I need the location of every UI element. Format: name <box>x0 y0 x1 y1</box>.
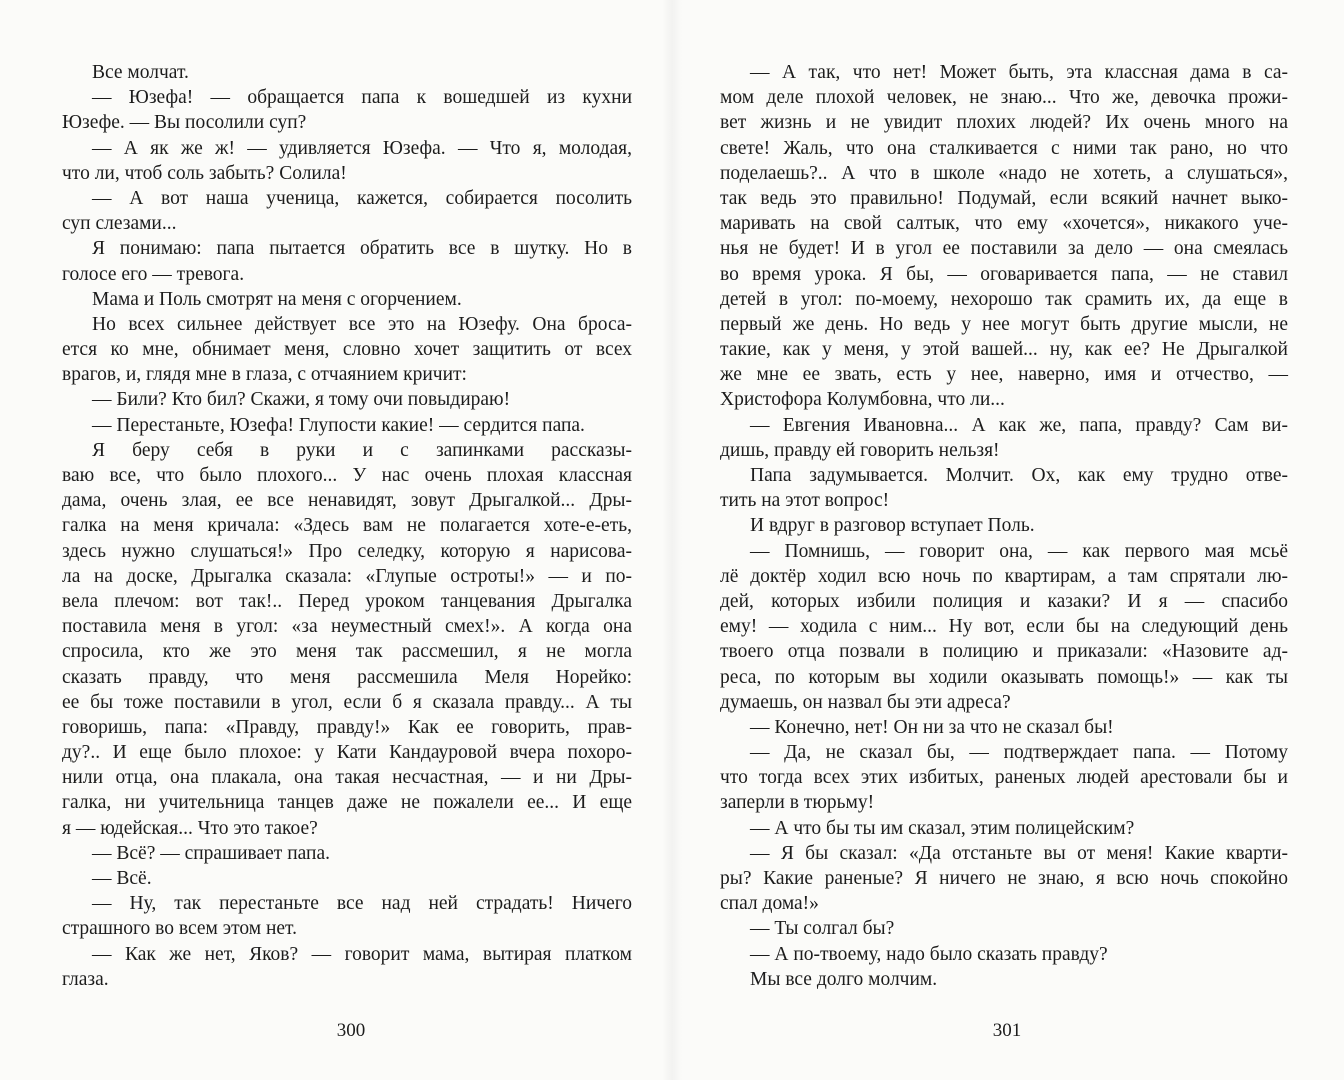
text-line: же мне ее звать, есть у нее, наверно, имя и отчество, — <box>720 364 1288 386</box>
text-line: ду?.. И еще было плохое: у Кати Кандауровой вчера похоро- <box>62 742 632 764</box>
text-line: — А як же ж! — удивляется Юзефа. — Что я, молодая, <box>92 137 632 159</box>
text-line: И вдруг в разговор вступает Поль. <box>750 515 1035 537</box>
text-line: дама, очень злая, ее все ненавидят, зовут Дрыгалкой... Дры- <box>62 490 632 512</box>
text-line: — Евгения Ивановна... А как же, папа, правду? Сам ви- <box>750 414 1288 436</box>
text-line: ваю все, что было плохого... У нас очень плохая классная <box>62 465 632 486</box>
text-line: — Юзефа! — обращается папа к вошедшей из кухни <box>92 87 632 109</box>
text-line: галка на меня кричала: «Здесь вам не полагается хоте-е-еть, <box>62 515 632 537</box>
text-line: реса, по которым вы ходили оказывать помощь!» — как ты <box>720 666 1288 688</box>
text-line: — Ты солгал бы? <box>750 918 895 940</box>
page-number: 301 <box>992 1020 1022 1041</box>
text-line: глаза. <box>62 968 109 990</box>
text-line: суп слезами... <box>62 213 177 235</box>
text-line: нья не будет! И в угол ее поставили за дело — она смеялась <box>720 238 1288 260</box>
text-line: мом деле плохой человек, не знаю... Что же, девочка прожи- <box>720 87 1288 109</box>
text-line: Я понимаю: папа пытается обратить все в шутку. Но в <box>92 238 632 260</box>
text-line: что ли, чтоб соль забыть? Солила! <box>62 162 347 184</box>
text-line: такие, как у меня, у этой вашей... ну, как ее? Не Дрыгалкой <box>720 339 1288 361</box>
text-line: говоришь, папа: «Правду, правду!» Как ее говорить, прав- <box>62 716 632 738</box>
text-line: так ведь это правильно! Подумай, если всякий начнет выко- <box>720 187 1288 209</box>
text-line: — А вот наша ученица, кажется, собирается посолить <box>92 187 632 209</box>
text-line: лё доктёр ходил всю ночь по квартирам, а там спрятали лю- <box>720 565 1288 587</box>
text-line: Но всех сильнее действует все это на Юзефу. Она броса- <box>92 313 632 335</box>
text-line: маривать на свой салтык, что ему «хочется», никакого уче- <box>720 213 1288 235</box>
text-line: дишь, правду ей говорить нельзя! <box>720 439 1000 461</box>
text-line: спросила, кто же это меня так рассмешил, я не могла <box>62 641 632 663</box>
text-line: — Я бы сказал: «Да отстаньте вы от меня! Какие кварти- <box>750 842 1288 864</box>
text-line: Мы все долго молчим. <box>750 968 938 990</box>
text-line: Христофора Колумбовна, что ли... <box>720 389 1005 411</box>
text-line: что тогда всех этих избитых, раненых людей арестовали бы и <box>720 767 1288 789</box>
text-line: — А что бы ты им сказал, этим полицейским? <box>750 817 1135 839</box>
text-line: Все молчат. <box>92 62 189 83</box>
text-line: здесь нужно слушаться!» Про селедку, которую я нарисова- <box>62 540 632 562</box>
text-line: — Ну, так перестаньте все над ней страдать! Ничего <box>92 893 632 915</box>
text-line: Мама и Поль смотрят на меня с огорчением. <box>92 288 462 310</box>
text-line: первый же день. Но ведь у нее могут быть другие мысли, не <box>720 313 1288 335</box>
text-line: — Били? Кто бил? Скажи, я тому очи повыдираю! <box>92 389 511 411</box>
text-line: Я беру себя в руки и с запинками рассказы- <box>92 439 632 461</box>
text-line: — Всё? — спрашивает папа. <box>92 842 330 864</box>
text-line: — Всё. <box>92 868 152 889</box>
text-line: ла на доске, Дрыгалка сказала: «Глупые остроты!» — и по- <box>62 565 632 587</box>
text-line: — Конечно, нет! Он ни за что не сказал бы! <box>750 716 1114 738</box>
text-line: — Как же нет, Яков? — говорит мама, вытирая платком <box>92 943 632 965</box>
text-line: я — юдейская... Что это такое? <box>62 817 318 839</box>
text-line: заперли в тюрьму! <box>720 792 875 814</box>
text-line: во время урока. Я бы, — оговаривается папа, — не ставил <box>720 263 1288 285</box>
text-line: галка, ни учительница танцев даже не пожалели ее... И еще <box>62 792 632 814</box>
text-line: — А так, что нет! Может быть, эта классная дама в са- <box>750 62 1288 83</box>
text-line: ется ко мне, обнимает меня, словно хочет защитить от всех <box>62 339 632 361</box>
right-page-text <box>720 60 1288 992</box>
page-number: 300 <box>336 1020 366 1041</box>
text-line: твоего отца позвали в полицию и приказали: «Назовите ад- <box>720 641 1288 663</box>
text-line: дей, которых избили полиция и казаки? И я — спасибо <box>720 590 1288 612</box>
text-line: тить на этот вопрос! <box>720 490 890 512</box>
text-line: сказать правду, что меня рассмешила Меля Норейко: <box>62 666 632 688</box>
text-line: страшного во всем этом нет. <box>62 918 297 940</box>
text-line: думаешь, он назвал бы эти адреса? <box>720 691 1011 713</box>
text-line: — А по-твоему, надо было сказать правду? <box>750 943 1108 965</box>
text-line: ее бы тоже поставили в угол, если б я сказала правду... А ты <box>62 691 632 713</box>
text-line: врагов, и, глядя мне в глаза, с отчаянием кричит: <box>62 364 467 386</box>
text-line: ры? Какие раненые? Я ничего не знаю, я всю ночь спокойно <box>720 868 1288 889</box>
text-line: голосе его — тревога. <box>62 263 245 285</box>
text-line: поделаешь?.. А что в школе «надо не хотеть, а слушаться», <box>720 162 1288 184</box>
left-page-text <box>62 60 632 992</box>
text-line: вет жизнь и не увидит плохих людей? Их очень много на <box>720 112 1288 134</box>
text-line: поставила меня в угол: «за неуместный смех!». А когда она <box>62 616 632 638</box>
text-line: — Помнишь, — говорит она, — как первого мая мсьё <box>750 540 1288 562</box>
text-line: нили отца, она плакала, она такая несчастная, — и ни Дры- <box>62 767 632 789</box>
text-line: Юзефе. — Вы посолили суп? <box>62 112 307 134</box>
text-line: спал дома!» <box>720 893 819 915</box>
text-line: — Да, не сказал бы, — подтверждает папа. — Потому <box>750 742 1288 764</box>
text-line: вела плечом: вот так!.. Перед уроком танцевания Дрыгалка <box>62 590 632 612</box>
text-line: свете! Жаль, что она сталкивается с ними так рано, но что <box>720 137 1288 159</box>
text-line: Папа задумывается. Молчит. Ох, как ему трудно отве- <box>750 465 1288 486</box>
text-line: — Перестаньте, Юзефа! Глупости какие! — сердится папа. <box>92 414 585 436</box>
text-line: детей в угол: по-моему, нехорошо так срамить их, да еще в <box>720 288 1288 310</box>
text-line: ему! — ходила с ним... Ну вот, если бы на следующий день <box>720 616 1288 638</box>
